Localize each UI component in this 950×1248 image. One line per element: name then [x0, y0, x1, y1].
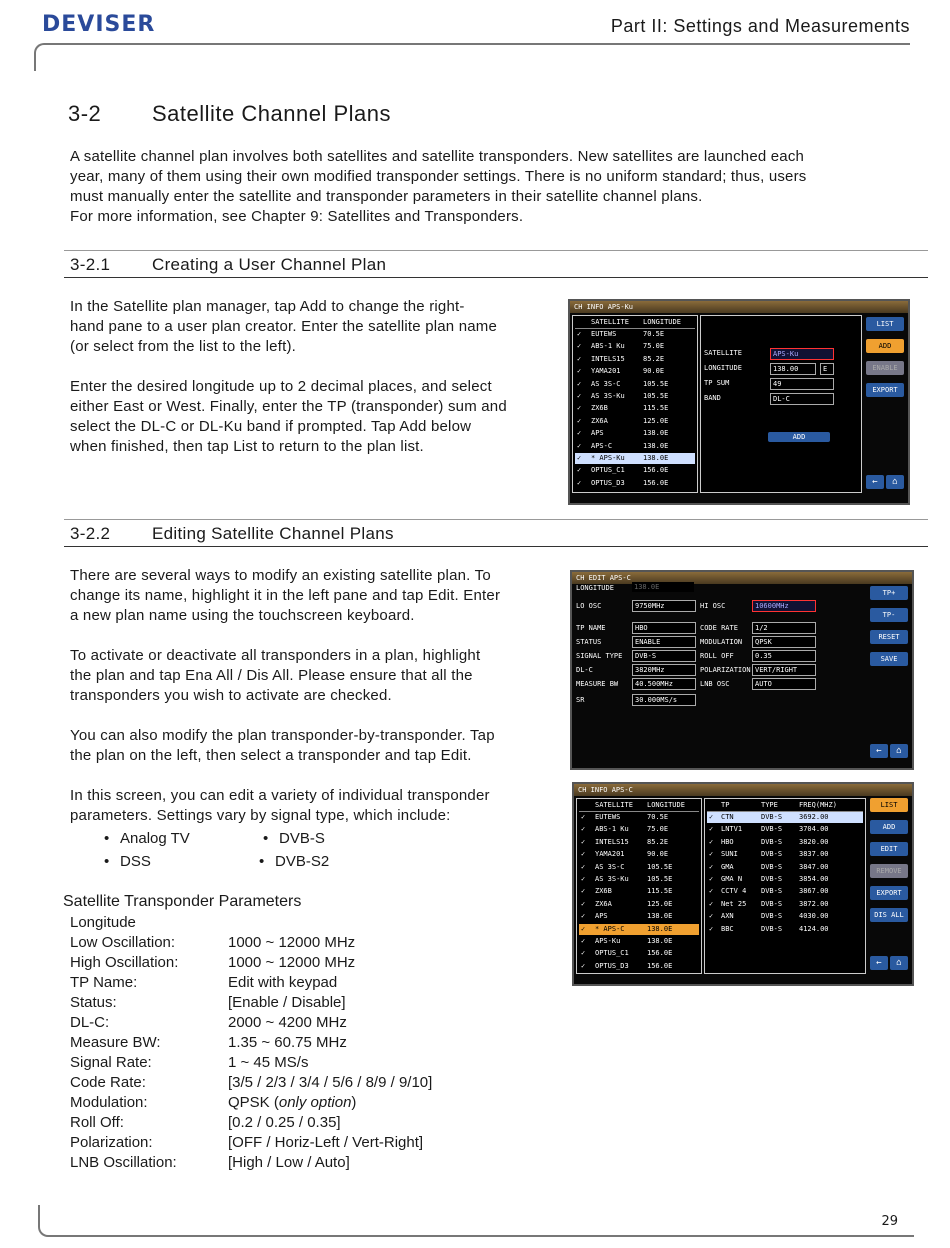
- field-value[interactable]: DVB-S: [632, 650, 696, 662]
- satellite-longitude: 138.0E: [647, 924, 673, 933]
- tp-freq: 3820.00: [799, 837, 829, 846]
- field-label: LNB OSC: [700, 680, 730, 688]
- satellite-longitude: 105.5E: [643, 379, 669, 388]
- satellite-longitude: 90.0E: [643, 367, 665, 376]
- check-icon: ✓: [581, 887, 586, 896]
- home-icon[interactable]: ⌂: [886, 475, 904, 489]
- satellite-longitude: 70.5E: [647, 813, 669, 821]
- transponder-row[interactable]: [707, 899, 863, 910]
- field-value[interactable]: 1/2: [752, 622, 816, 634]
- satellite-name: OPTUS_C1: [595, 949, 629, 958]
- check-icon: ✓: [709, 887, 714, 896]
- check-icon: ✓: [577, 379, 582, 388]
- satellite-longitude: 75.0E: [647, 825, 669, 834]
- param-value: 2000 ~ 4200 MHz: [228, 1014, 347, 1031]
- satellite-name: YAMA201: [595, 850, 625, 859]
- check-icon: ✓: [709, 912, 714, 921]
- check-icon: ✓: [581, 937, 586, 945]
- satellite-row[interactable]: [575, 428, 695, 439]
- satellite-row[interactable]: [579, 936, 699, 947]
- remove-button[interactable]: REMOVE: [870, 864, 908, 878]
- satellite-name: INTELS15: [595, 837, 629, 846]
- blank-line: [70, 706, 560, 726]
- bullet-item: • Analog TV: [120, 830, 190, 847]
- satellite-name: APS-C: [591, 441, 613, 450]
- satellite-longitude: 105.5E: [647, 862, 673, 871]
- satellite-row[interactable]: [575, 354, 695, 365]
- text-line: change its name, highlight it in the left pane and tap Edit. Enter: [70, 587, 501, 604]
- text-line: hand pane to a user plan creator. Enter the satellite plan name: [70, 318, 498, 335]
- field-label: SIGNAL TYPE: [576, 652, 623, 660]
- back-arrow-icon[interactable]: ←: [870, 956, 888, 970]
- tp-name: Net 25: [721, 899, 747, 908]
- check-icon: ✓: [581, 875, 586, 883]
- satellite-name: AS 3S-Ku: [595, 875, 629, 883]
- field-value[interactable]: 10600MHz: [752, 600, 816, 612]
- ch-info-add-screenshot: [568, 299, 910, 505]
- transponder-list-pane: [704, 798, 866, 974]
- satellite-name: OPTUS_D3: [591, 478, 625, 487]
- check-icon: ✓: [709, 924, 714, 933]
- section-title: Editing Satellite Channel Plans: [152, 524, 394, 543]
- tp-type: DVB-S: [761, 813, 783, 821]
- field-value[interactable]: QPSK: [752, 636, 816, 648]
- satellite-row[interactable]: [579, 874, 699, 885]
- satellite-longitude: 156.0E: [647, 961, 673, 970]
- text-line: when finished, then tap List to return to the plan list.: [70, 438, 424, 455]
- tp-type: DVB-S: [761, 912, 783, 921]
- satellite-row[interactable]: [579, 886, 699, 897]
- satellite-name: OPTUS_C1: [591, 466, 625, 475]
- param-value: [OFF / Horiz-Left / Vert-Right]: [228, 1134, 424, 1151]
- east-west-field[interactable]: E: [820, 363, 834, 375]
- screen-titlebar: CH INFO APS-C: [574, 784, 912, 796]
- tp-plus-button[interactable]: TP+: [870, 586, 908, 600]
- ch-info-transponder-screenshot: [572, 782, 914, 986]
- text-line: To activate or deactivate all transponders in a plan, highlight: [70, 647, 481, 664]
- check-icon: ✓: [709, 899, 714, 908]
- intro-paragraph: [70, 147, 910, 227]
- intro-line: A satellite channel plan involves both satellites and satellite transponders. New satellites are launched each: [70, 148, 805, 165]
- params-heading: Satellite Transponder Parameters: [63, 893, 302, 910]
- edit-button[interactable]: EDIT: [870, 842, 908, 856]
- satellite-longitude: 75.0E: [643, 342, 665, 351]
- satellite-row[interactable]: [575, 465, 695, 476]
- blank-line: [70, 766, 560, 786]
- param-value: QPSK (only option): [228, 1094, 357, 1111]
- satellite-row[interactable]: [579, 924, 699, 935]
- text-line: In this screen, you can edit a variety of individual transponder: [70, 787, 490, 804]
- satellite-row[interactable]: [579, 961, 699, 972]
- footer-rule: [38, 1205, 914, 1237]
- tp-freq: 3867.00: [799, 887, 829, 896]
- tp-freq: 3854.00: [799, 875, 829, 883]
- check-icon: ✓: [581, 837, 586, 846]
- tp-name: CTN: [721, 813, 734, 821]
- intro-line: For more information, see Chapter 9: Satellites and Transponders.: [70, 208, 524, 225]
- transponder-row[interactable]: [707, 886, 863, 897]
- param-value: 1.35 ~ 60.75 MHz: [228, 1034, 347, 1051]
- blank-line: [70, 357, 560, 377]
- satellite-row[interactable]: [579, 849, 699, 860]
- text-line: transponders you wish to activate are checked.: [70, 687, 392, 704]
- field-value[interactable]: 138.0E: [632, 582, 694, 592]
- section-number: 3-2.1: [70, 255, 111, 274]
- check-icon: ✓: [709, 825, 714, 834]
- satellite-name: APS-Ku: [595, 937, 621, 945]
- check-icon: ✓: [581, 961, 586, 970]
- check-icon: ✓: [581, 850, 586, 859]
- satellite-row[interactable]: [575, 341, 695, 352]
- tp-name: BBC: [721, 924, 734, 933]
- field-label: LO OSC: [576, 602, 602, 610]
- satellite-name: * APS-Ku: [591, 454, 625, 462]
- section-number: 3-2.2: [70, 524, 111, 543]
- field-label: STATUS: [576, 638, 602, 646]
- satellite-longitude: 156.0E: [647, 949, 673, 958]
- satellite-row[interactable]: [579, 824, 699, 835]
- param-name: Status:: [70, 994, 117, 1011]
- field-value[interactable]: AUTO: [752, 678, 816, 690]
- check-icon: ✓: [577, 392, 582, 400]
- field-value[interactable]: VERT/RIGHT: [752, 664, 816, 676]
- satellite-name: YAMA201: [591, 367, 621, 376]
- text-line: the plan on the left, then select a transponder and tap Edit.: [70, 747, 472, 764]
- text-line: parameters. Settings vary by signal type, which include:: [70, 807, 451, 824]
- title-text: Satellite Channel Plans: [152, 101, 391, 126]
- tp-freq: 3847.00: [799, 862, 829, 871]
- field-value[interactable]: HBO: [632, 622, 696, 634]
- satellite-longitude: 85.2E: [643, 354, 665, 363]
- satellite-longitude: 105.5E: [643, 392, 669, 400]
- satellite-list-pane: [576, 798, 702, 974]
- satellite-longitude: 85.2E: [647, 837, 669, 846]
- satellite-name: ZX6A: [591, 416, 608, 425]
- form-label: BAND: [704, 394, 721, 402]
- list-button[interactable]: LIST: [870, 798, 908, 812]
- satellite-name: ABS-1 Ku: [591, 342, 625, 351]
- satellite-row[interactable]: [579, 948, 699, 959]
- satellite-name: AS 3S-C: [595, 862, 625, 871]
- satellite-longitude: 125.0E: [643, 416, 669, 425]
- param-name: Roll Off:: [70, 1114, 124, 1131]
- section-heading-3-2-2: [64, 519, 928, 547]
- param-name: Low Oscillation:: [70, 934, 176, 951]
- param-name: Modulation:: [70, 1094, 148, 1111]
- reset-button[interactable]: RESET: [870, 630, 908, 644]
- logo-text: DEVISER: [42, 12, 156, 37]
- export-button[interactable]: EXPORT: [870, 886, 908, 900]
- tp-name: SUNI: [721, 850, 738, 859]
- transponder-row[interactable]: [707, 924, 863, 935]
- param-name: Signal Rate:: [70, 1054, 152, 1071]
- title-number: 3-2: [68, 101, 102, 126]
- param-name: TP Name:: [70, 974, 138, 991]
- text-line: There are several ways to modify an existing satellite plan. To: [70, 567, 491, 584]
- tp-name: CCTV 4: [721, 887, 747, 896]
- check-icon: ✓: [577, 367, 582, 376]
- check-icon: ✓: [581, 924, 586, 933]
- text-line: You can also modify the plan transponder-by-transponder. Tap: [70, 727, 495, 744]
- text-line: the plan and tap Ena All / Dis All. Please ensure that all the: [70, 667, 473, 684]
- field-label: POLARIZATION: [700, 666, 751, 674]
- form-label: LONGITUDE: [704, 364, 742, 372]
- blank-line: [70, 626, 560, 646]
- param-name: Longitude: [70, 914, 136, 931]
- satellite-row[interactable]: [575, 403, 695, 414]
- check-icon: ✓: [577, 466, 582, 475]
- text-line: select the DL-C or DL-Ku band if prompted. Tap Add below: [70, 418, 472, 435]
- satellite-longitude: 138.0E: [647, 912, 673, 921]
- list-header: SATELLITE LONGITUDE: [575, 317, 695, 329]
- tp-name: HBO: [721, 837, 734, 846]
- field-value[interactable]: 9750MHz: [632, 600, 696, 612]
- tp-freq: 3872.00: [799, 899, 829, 908]
- check-icon: ✓: [709, 862, 714, 871]
- param-name: High Oscillation:: [70, 954, 179, 971]
- text-line: Enter the desired longitude up to 2 decimal places, and select: [70, 378, 492, 395]
- satellite-name: ZX6A: [595, 899, 612, 908]
- tp-type: DVB-S: [761, 850, 783, 859]
- check-icon: ✓: [581, 813, 586, 821]
- transponder-row[interactable]: [707, 837, 863, 848]
- field-label: CODE RATE: [700, 624, 738, 632]
- tp-type: DVB-S: [761, 837, 783, 846]
- satellite-name: EUTEWS: [591, 330, 617, 338]
- satellite-longitude: 105.5E: [647, 875, 673, 883]
- export-button[interactable]: EXPORT: [866, 383, 904, 397]
- back-arrow-icon[interactable]: ←: [870, 744, 888, 758]
- satellite-longitude: 138.0E: [643, 429, 669, 438]
- param-value: Edit with keypad: [228, 974, 338, 991]
- satellite-row[interactable]: [575, 416, 695, 427]
- param-value: [3/5 / 2/3 / 3/4 / 5/6 / 8/9 / 9/10]: [228, 1074, 433, 1091]
- satellite-name: EUTEWS: [595, 813, 621, 821]
- satellite-longitude: 138.0E: [643, 454, 669, 462]
- field-label: HI OSC: [700, 602, 726, 610]
- satellite-row[interactable]: [575, 379, 695, 390]
- satellite-row[interactable]: [579, 837, 699, 848]
- tp-type: DVB-S: [761, 825, 783, 834]
- param-value: [0.2 / 0.25 / 0.35]: [228, 1114, 341, 1131]
- tp-list-header: TP TYPE FREQ(MHZ): [707, 800, 863, 812]
- check-icon: ✓: [577, 478, 582, 487]
- tp-type: DVB-S: [761, 875, 783, 883]
- satellite-longitude: 156.0E: [643, 478, 669, 487]
- check-icon: ✓: [577, 454, 582, 462]
- check-icon: ✓: [709, 875, 714, 883]
- form-label: SATELLITE: [704, 349, 742, 357]
- check-icon: ✓: [581, 912, 586, 921]
- tp-type: DVB-S: [761, 899, 783, 908]
- check-icon: ✓: [709, 813, 714, 821]
- header-section-title: Part II: Settings and Measurements: [610, 16, 910, 36]
- param-value: 1000 ~ 12000 MHz: [228, 954, 356, 971]
- satellite-row[interactable]: [579, 812, 699, 823]
- satellite-name: ZX6B: [591, 404, 608, 413]
- field-label: MODULATION: [700, 638, 743, 646]
- add-plan-button[interactable]: ADD: [768, 432, 830, 442]
- transponder-row[interactable]: [707, 862, 863, 873]
- intro-line: must manually enter the satellite and transponder parameters in their satellite channel plans.: [70, 188, 703, 205]
- field-value[interactable]: 0.35: [752, 650, 816, 662]
- satellite-list-pane: [572, 315, 698, 493]
- check-icon: ✓: [709, 850, 714, 859]
- tp-freq: 3692.00: [799, 813, 829, 821]
- dis-all-button[interactable]: DIS ALL: [870, 908, 908, 922]
- check-icon: ✓: [577, 429, 582, 438]
- satellite-row[interactable]: [575, 441, 695, 452]
- check-icon: ✓: [577, 404, 582, 413]
- enable-button[interactable]: ENABLE: [866, 361, 904, 375]
- transponder-row[interactable]: [707, 812, 863, 823]
- param-name: Code Rate:: [70, 1074, 146, 1091]
- check-icon: ✓: [577, 342, 582, 351]
- band-field[interactable]: DL-C: [770, 393, 834, 405]
- tp-minus-button[interactable]: TP-: [870, 608, 908, 622]
- satellite-name: INTELS15: [591, 354, 625, 363]
- field-label: ROLL OFF: [700, 652, 734, 660]
- home-icon[interactable]: ⌂: [890, 744, 908, 758]
- param-name: LNB Oscillation:: [70, 1154, 177, 1171]
- add-button[interactable]: ADD: [870, 820, 908, 834]
- satellite-name: AS 3S-C: [591, 379, 621, 388]
- tp-freq: 3704.00: [799, 825, 829, 834]
- screen-titlebar: CH EDIT APS-C: [572, 572, 912, 584]
- check-icon: ✓: [577, 441, 582, 450]
- param-value: 1 ~ 45 MS/s: [228, 1054, 309, 1071]
- satellite-row[interactable]: [575, 391, 695, 402]
- satellite-name: ABS-1 Ku: [595, 825, 629, 834]
- page-title: [68, 101, 391, 127]
- field-value[interactable]: 30.000MS/s: [632, 694, 696, 706]
- satellite-longitude: 125.0E: [647, 899, 673, 908]
- param-name: Measure BW:: [70, 1034, 161, 1051]
- tp-name: GMA: [721, 862, 734, 871]
- transponder-row[interactable]: [707, 911, 863, 922]
- text-line: either East or West. Finally, enter the TP (transponder) sum and: [70, 398, 507, 415]
- bullet-item: • DVB-S2: [275, 853, 329, 870]
- satellite-row[interactable]: [579, 862, 699, 873]
- deviser-logo: [42, 12, 155, 37]
- list-button[interactable]: LIST: [866, 317, 904, 331]
- satellite-longitude: 70.5E: [643, 330, 665, 338]
- save-button[interactable]: SAVE: [870, 652, 908, 666]
- satellite-row[interactable]: [575, 478, 695, 489]
- section-heading-3-2-1: [64, 250, 928, 278]
- satellite-name: OPTUS_D3: [595, 961, 629, 970]
- add-button[interactable]: ADD: [866, 339, 904, 353]
- transponder-row[interactable]: [707, 849, 863, 860]
- satellite-row[interactable]: [575, 329, 695, 340]
- check-icon: ✓: [577, 354, 582, 363]
- satellite-longitude: 115.5E: [643, 404, 669, 413]
- check-icon: ✓: [581, 862, 586, 871]
- bullet-item: • DSS: [120, 853, 151, 870]
- sec1-paragraph: [70, 297, 560, 457]
- bullet-item: • DVB-S: [279, 830, 325, 847]
- field-value[interactable]: ENABLE: [632, 636, 696, 648]
- tp-name: LNTV1: [721, 825, 743, 834]
- param-value: [Enable / Disable]: [228, 994, 346, 1011]
- satellite-name: APS: [595, 912, 608, 921]
- satellite-row[interactable]: [579, 899, 699, 910]
- check-icon: ✓: [577, 330, 582, 338]
- params-list: [70, 913, 530, 1175]
- tp-sum-field[interactable]: 49: [770, 378, 834, 390]
- satellite-name-field[interactable]: APS-Ku: [770, 348, 834, 360]
- tp-type: DVB-S: [761, 862, 783, 871]
- check-icon: ✓: [709, 837, 714, 846]
- longitude-field[interactable]: 138.00: [770, 363, 816, 375]
- satellite-row[interactable]: [575, 366, 695, 377]
- list-header: SATELLITE LONGITUDE: [579, 800, 699, 812]
- back-arrow-icon[interactable]: ←: [866, 475, 884, 489]
- satellite-longitude: 138.0E: [643, 441, 669, 450]
- satellite-name: APS: [591, 429, 604, 438]
- satellite-name: AS 3S-Ku: [591, 392, 625, 400]
- transponder-row[interactable]: [707, 874, 863, 885]
- satellite-row[interactable]: [579, 911, 699, 922]
- satellite-longitude: 138.0E: [647, 937, 673, 945]
- satellite-name: * APS-C: [595, 924, 625, 933]
- field-label: SR: [576, 696, 585, 704]
- field-label: DL-C: [576, 666, 593, 674]
- satellite-longitude: 115.5E: [647, 887, 673, 896]
- field-label: LONGITUDE: [576, 584, 614, 592]
- intro-line: year, many of them using their own modified transponder settings. There is no uniform standard; thus, users: [70, 168, 807, 185]
- param-name: DL-C:: [70, 1014, 110, 1031]
- tp-type: DVB-S: [761, 924, 783, 933]
- tp-freq: 4124.00: [799, 924, 829, 933]
- satellite-name: ZX6B: [595, 887, 612, 896]
- transponder-row[interactable]: [707, 824, 863, 835]
- home-icon[interactable]: ⌂: [890, 956, 908, 970]
- field-label: MEASURE BW: [576, 680, 619, 688]
- satellite-row[interactable]: [575, 453, 695, 464]
- sec2-paragraph: [70, 566, 560, 826]
- header-rule: [34, 43, 910, 71]
- tp-freq: 4030.00: [799, 912, 829, 921]
- ch-edit-screenshot: [570, 570, 914, 770]
- check-icon: ✓: [577, 416, 582, 425]
- text-line: a new plan name using the touchscreen keyboard.: [70, 607, 415, 624]
- section-title: Creating a User Channel Plan: [152, 255, 387, 274]
- form-label: TP SUM: [704, 379, 730, 387]
- check-icon: ✓: [581, 899, 586, 908]
- tp-name: AXN: [721, 912, 734, 921]
- satellite-longitude: 156.0E: [643, 466, 669, 475]
- field-value[interactable]: 40.500MHz: [632, 678, 696, 690]
- check-icon: ✓: [581, 825, 586, 834]
- screen-titlebar: CH INFO APS-Ku: [570, 301, 908, 313]
- text-line: In the Satellite plan manager, tap Add to change the right-: [70, 298, 465, 315]
- tp-type: DVB-S: [761, 887, 783, 896]
- text-line: (or select from the list to the left).: [70, 338, 297, 355]
- param-value: 1000 ~ 12000 MHz: [228, 934, 356, 951]
- check-icon: ✓: [581, 949, 586, 958]
- field-value[interactable]: 3820MHz: [632, 664, 696, 676]
- tp-name: GMA N: [721, 875, 743, 883]
- tp-freq: 3837.00: [799, 850, 829, 859]
- field-label: TP NAME: [576, 624, 606, 632]
- param-value: [High / Low / Auto]: [228, 1154, 350, 1171]
- satellite-longitude: 90.0E: [647, 850, 669, 859]
- param-name: Polarization:: [70, 1134, 153, 1151]
- page-number: 29: [881, 1214, 898, 1229]
